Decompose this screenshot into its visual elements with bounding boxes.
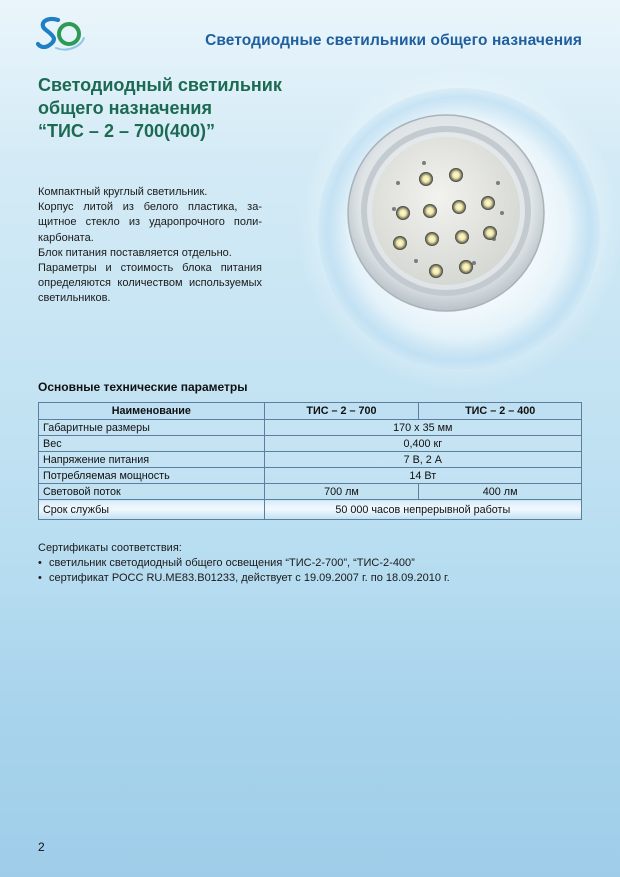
param-name: Световой поток xyxy=(39,484,265,500)
table-row xyxy=(39,500,582,520)
param-value: 7 В, 2 А xyxy=(264,452,581,468)
param-value: 50 000 часов непрерывной работы xyxy=(264,500,581,520)
param-name: Срок службы xyxy=(39,500,265,520)
param-name: Напряжение питания xyxy=(39,452,265,468)
table-header-row xyxy=(39,403,582,420)
description-paragraph: Корпус литой из белого пластика, защитное стекло из ударопрочного поликарбоната. xyxy=(38,201,262,244)
lamp-board xyxy=(372,137,520,285)
page-number: 2 xyxy=(38,840,45,854)
list-item: • сертификат РОСС RU.ME83.B01233, действует с 19.09.2007 г. по 18.09.2010 г. xyxy=(38,571,578,586)
table-row xyxy=(39,468,582,484)
description-paragraph: Компактный круглый светильник. xyxy=(38,186,208,198)
param-name: Вес xyxy=(39,436,265,452)
param-name: Потребляемая мощность xyxy=(39,468,265,484)
certificates-heading: Сертификаты соответствия: xyxy=(38,542,182,554)
product-title-line: “ТИС – 2 – 700(400)” xyxy=(38,121,216,141)
description-paragraph: Блок питания поставляется отдельно. xyxy=(38,246,232,259)
specs-heading: Основные технические параметры xyxy=(38,380,248,394)
product-title-line: Светодиодный светильник xyxy=(38,75,282,95)
company-logo-icon xyxy=(36,14,88,54)
param-value: 14 Вт xyxy=(264,468,581,484)
header-title: Светодиодные светильники общего назначения xyxy=(205,32,582,49)
certificates-list xyxy=(38,556,578,586)
column-header: ТИС – 2 – 400 xyxy=(419,403,582,420)
product-description xyxy=(38,185,262,307)
param-value: 170 х 35 мм xyxy=(264,420,581,436)
param-value-700: 700 лм xyxy=(264,484,419,500)
product-title-line: общего назначения xyxy=(38,98,212,118)
specs-table xyxy=(38,402,582,520)
table-row xyxy=(39,452,582,468)
param-value-400: 400 лм xyxy=(419,484,582,500)
certificates-section xyxy=(38,541,578,586)
param-value: 0,400 кг xyxy=(264,436,581,452)
description-paragraph: Параметры и стоимость блока питания определяются количеством используемых светильников. xyxy=(38,262,262,305)
column-header: Наименование xyxy=(39,403,265,420)
table-row xyxy=(39,484,582,500)
product-title xyxy=(38,74,318,143)
table-row xyxy=(39,420,582,436)
param-name: Габаритные размеры xyxy=(39,420,265,436)
table-row xyxy=(39,436,582,452)
lamp-photo xyxy=(346,113,546,313)
list-item: • светильник светодиодный общего освещения “ТИС-2-700”, “ТИС-2-400” xyxy=(38,556,578,571)
column-header: ТИС – 2 – 700 xyxy=(264,403,419,420)
